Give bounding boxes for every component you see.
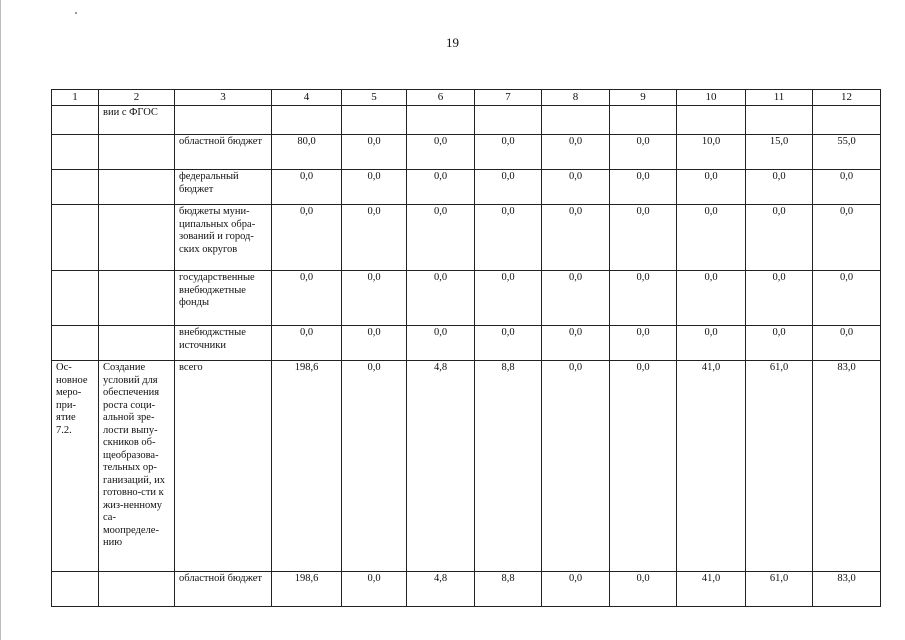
cell-value: 0,0 bbox=[407, 135, 475, 170]
table-row bbox=[52, 572, 881, 607]
column-header: 1 bbox=[52, 90, 99, 106]
cell-value bbox=[813, 106, 881, 135]
cell-source: областной бюджет bbox=[175, 572, 272, 607]
cell-source bbox=[175, 106, 272, 135]
cell-value: 0,0 bbox=[475, 271, 542, 326]
cell-value: 0,0 bbox=[407, 170, 475, 205]
column-header: 2 bbox=[99, 90, 175, 106]
column-header: 4 bbox=[272, 90, 342, 106]
column-header: 3 bbox=[175, 90, 272, 106]
cell-value: 0,0 bbox=[610, 572, 677, 607]
cell-value: 0,0 bbox=[610, 170, 677, 205]
cell-description bbox=[99, 170, 175, 205]
cell-value: 0,0 bbox=[677, 271, 746, 326]
cell-value bbox=[342, 106, 407, 135]
cell-measure bbox=[52, 326, 99, 361]
cell-value: 0,0 bbox=[407, 326, 475, 361]
table-row bbox=[52, 106, 881, 135]
cell-value bbox=[542, 106, 610, 135]
table-row bbox=[52, 361, 881, 572]
cell-value: 83,0 bbox=[813, 572, 881, 607]
cell-value: 61,0 bbox=[746, 572, 813, 607]
cell-measure bbox=[52, 572, 99, 607]
cell-description bbox=[99, 572, 175, 607]
cell-value bbox=[610, 106, 677, 135]
cell-value: 0,0 bbox=[342, 326, 407, 361]
cell-value: 0,0 bbox=[272, 170, 342, 205]
cell-value: 0,0 bbox=[542, 271, 610, 326]
column-header: 10 bbox=[677, 90, 746, 106]
cell-value: 55,0 bbox=[813, 135, 881, 170]
cell-value: 0,0 bbox=[610, 135, 677, 170]
cell-value: 0,0 bbox=[610, 326, 677, 361]
cell-value: 0,0 bbox=[342, 205, 407, 271]
scan-speck bbox=[75, 12, 77, 14]
cell-value: 0,0 bbox=[475, 205, 542, 271]
cell-measure bbox=[52, 170, 99, 205]
cell-value: 10,0 bbox=[677, 135, 746, 170]
cell-value: 198,6 bbox=[272, 572, 342, 607]
cell-value: 15,0 bbox=[746, 135, 813, 170]
cell-value: 83,0 bbox=[813, 361, 881, 572]
cell-value: 198,6 bbox=[272, 361, 342, 572]
cell-value: 0,0 bbox=[813, 170, 881, 205]
cell-description bbox=[99, 135, 175, 170]
cell-description: Создание условий для обеспечения роста соци-альной зре-лости выпу-скников об-щеобразова-тельных ор-ганизаций, их готовно-сти к жиз-ненному са-моопределе-нию bbox=[99, 361, 175, 572]
cell-value: 0,0 bbox=[407, 271, 475, 326]
cell-value: 0,0 bbox=[813, 326, 881, 361]
cell-source: всего bbox=[175, 361, 272, 572]
cell-value: 0,0 bbox=[342, 361, 407, 572]
cell-value: 0,0 bbox=[272, 271, 342, 326]
cell-measure: Ос-новное меро-при-ятие 7.2. bbox=[52, 361, 99, 572]
cell-value: 0,0 bbox=[610, 271, 677, 326]
cell-value: 0,0 bbox=[475, 170, 542, 205]
cell-value: 0,0 bbox=[746, 205, 813, 271]
cell-value: 0,0 bbox=[677, 205, 746, 271]
cell-description bbox=[99, 271, 175, 326]
column-header: 5 bbox=[342, 90, 407, 106]
budget-table bbox=[51, 89, 881, 607]
cell-value: 0,0 bbox=[542, 205, 610, 271]
cell-value: 0,0 bbox=[542, 361, 610, 572]
cell-value: 0,0 bbox=[813, 271, 881, 326]
column-header: 6 bbox=[407, 90, 475, 106]
cell-value: 4,8 bbox=[407, 361, 475, 572]
cell-value: 0,0 bbox=[342, 135, 407, 170]
page-number: 19 bbox=[446, 35, 459, 50]
cell-description: вии с ФГОС bbox=[99, 106, 175, 135]
cell-source: федеральный бюджет bbox=[175, 170, 272, 205]
cell-value: 0,0 bbox=[813, 205, 881, 271]
cell-value bbox=[475, 106, 542, 135]
page-margin-line bbox=[0, 0, 1, 640]
cell-value: 41,0 bbox=[677, 572, 746, 607]
cell-value: 0,0 bbox=[677, 326, 746, 361]
cell-value: 0,0 bbox=[272, 205, 342, 271]
cell-measure bbox=[52, 205, 99, 271]
cell-value: 0,0 bbox=[342, 271, 407, 326]
column-header: 8 bbox=[542, 90, 610, 106]
cell-value: 41,0 bbox=[677, 361, 746, 572]
cell-value: 61,0 bbox=[746, 361, 813, 572]
cell-value: 80,0 bbox=[272, 135, 342, 170]
cell-value: 0,0 bbox=[542, 170, 610, 205]
cell-description bbox=[99, 326, 175, 361]
table-row bbox=[52, 205, 881, 271]
cell-value: 0,0 bbox=[475, 135, 542, 170]
cell-value: 0,0 bbox=[542, 326, 610, 361]
cell-value: 0,0 bbox=[475, 326, 542, 361]
column-header: 9 bbox=[610, 90, 677, 106]
column-header: 12 bbox=[813, 90, 881, 106]
table-row bbox=[52, 271, 881, 326]
cell-value: 0,0 bbox=[542, 135, 610, 170]
table-row bbox=[52, 170, 881, 205]
cell-measure bbox=[52, 106, 99, 135]
cell-value: 0,0 bbox=[342, 170, 407, 205]
cell-measure bbox=[52, 271, 99, 326]
cell-value: 0,0 bbox=[746, 170, 813, 205]
cell-value bbox=[272, 106, 342, 135]
cell-value bbox=[407, 106, 475, 135]
cell-source: государственные внебюджетные фонды bbox=[175, 271, 272, 326]
cell-value: 0,0 bbox=[342, 572, 407, 607]
cell-value: 0,0 bbox=[746, 326, 813, 361]
cell-value: 0,0 bbox=[677, 170, 746, 205]
cell-source: областной бюджет bbox=[175, 135, 272, 170]
cell-value bbox=[677, 106, 746, 135]
cell-value: 0,0 bbox=[407, 205, 475, 271]
column-header: 7 bbox=[475, 90, 542, 106]
column-header: 11 bbox=[746, 90, 813, 106]
cell-value: 8,8 bbox=[475, 572, 542, 607]
cell-value: 4,8 bbox=[407, 572, 475, 607]
cell-description bbox=[99, 205, 175, 271]
cell-value bbox=[746, 106, 813, 135]
cell-value: 0,0 bbox=[610, 361, 677, 572]
table-row bbox=[52, 326, 881, 361]
cell-measure bbox=[52, 135, 99, 170]
cell-value: 0,0 bbox=[746, 271, 813, 326]
cell-value: 0,0 bbox=[272, 326, 342, 361]
cell-value: 8,8 bbox=[475, 361, 542, 572]
cell-source: внебюджстные источники bbox=[175, 326, 272, 361]
header-row bbox=[52, 90, 881, 106]
cell-value: 0,0 bbox=[610, 205, 677, 271]
cell-value: 0,0 bbox=[542, 572, 610, 607]
cell-source: бюджеты муни-ципальных обра-зований и город-ских округов bbox=[175, 205, 272, 271]
table-row bbox=[52, 135, 881, 170]
